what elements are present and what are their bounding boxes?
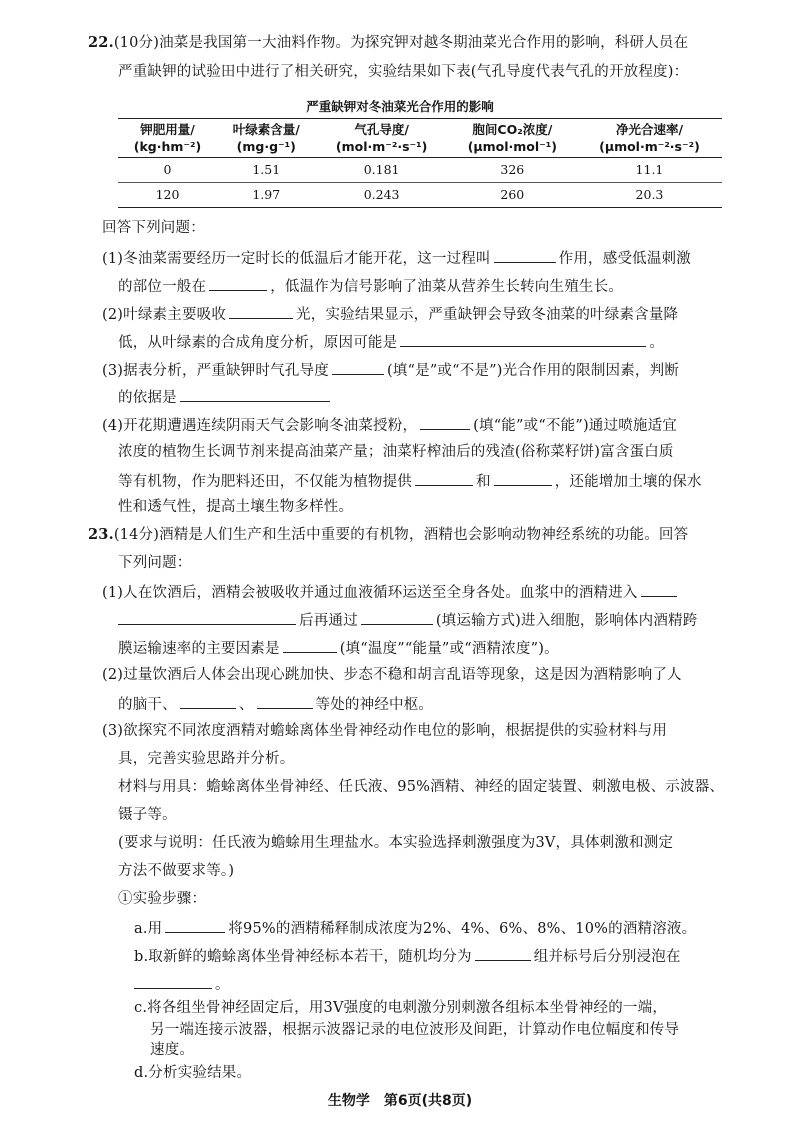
q23-requirements-line-2: 方法不做要求等。) xyxy=(118,863,235,879)
q22-part1-line-1: (1)冬油菜需要经历一定时长的低温后才能开花，这一过程叫 作用，感受低温刺激 xyxy=(102,247,691,269)
table-header-photosynthesis: 净光合速率/ (μmol·m⁻²·s⁻²) xyxy=(577,119,722,158)
table-cell: 1.51 xyxy=(252,162,281,177)
table-cell: 0.243 xyxy=(315,183,447,208)
q23-step-c-line-3: 速度。 xyxy=(150,1042,195,1058)
q22-prompt: 回答下列问题： xyxy=(102,220,205,236)
q22-part4-line-4: 性和透气性，提高土壤生物多样性。 xyxy=(118,499,354,515)
q22-part2-line-1: (2)叶绿素主要吸收 光，实验结果显示，严重缺钾会导致冬油菜的叶绿素含量降 xyxy=(102,303,678,325)
q22-intro-text: 油菜是我国第一大油料作物。为探究钾对越冬期油菜光合作用的影响，科研人员在 xyxy=(159,35,689,51)
table-header-potassium: 钾肥用量/ (kg·hm⁻²) xyxy=(118,119,217,158)
q23-part1-line-2: 后再通过 (填运输方式)进入细胞，影响体内酒精跨 xyxy=(118,609,697,631)
table-cell: 120 xyxy=(118,183,217,208)
q22-part3-line-1: (3)据表分析，严重缺钾时气孔导度 (填“是”或“不是”)光合作用的限制因素，判断 xyxy=(102,359,679,381)
q23-step-c-line-2: 另一端连接示波器，根据示波器记录的电位波形及间距，计算动作电位幅度和传导 xyxy=(150,1022,680,1038)
table-row xyxy=(118,158,722,183)
answer-blank[interactable] xyxy=(415,470,473,486)
answer-blank[interactable] xyxy=(641,581,677,597)
answer-blank[interactable] xyxy=(180,386,330,402)
table-header-co2: 胞间CO₂浓度/ (μmol·mol⁻¹) xyxy=(448,119,577,158)
table-cell: 326 xyxy=(500,162,525,177)
answer-blank[interactable] xyxy=(229,303,293,319)
table-cell: 20.3 xyxy=(577,183,722,208)
answer-blank[interactable] xyxy=(118,609,296,625)
q22-part4-line-1: (4)开花期遭遇连续阴雨天气会影响冬油菜授粉， (填“能”或“不能”)通过喷施适宜 xyxy=(102,414,677,436)
table-header-chlorophyll: 叶绿素含量/ (mg·g⁻¹) xyxy=(217,119,316,158)
q23-step-b-line-2: 。 xyxy=(134,973,230,995)
q23-step-b-line-1: b.取新鲜的蟾蜍离体坐骨神经标本若干，随机均分为 组并标号后分别浸泡在 xyxy=(134,945,681,967)
q23-materials-line-2: 镊子等。 xyxy=(118,807,177,823)
table-cell: 11.1 xyxy=(635,162,664,177)
q22-part1-line-2: 的部位一般在 ，低温作为信号影响了油菜从营养生长转向生殖生长。 xyxy=(118,275,623,297)
answer-blank[interactable] xyxy=(420,414,470,430)
q23-part2-line-2: 的脑干、 、 等处的神经中枢。 xyxy=(118,693,433,715)
answer-blank[interactable] xyxy=(134,973,212,989)
q22-part4-line-3: 等有机物，作为肥料还田，不仅能为植物提供 和 ，还能增加土壤的保水 xyxy=(118,470,702,492)
q23-step-c-line-1: c.将各组坐骨神经固定后，用3V强度的电刺激分别刺激各组标本坐骨神经的一端， xyxy=(134,1000,668,1016)
table-cell: 1.97 xyxy=(217,183,316,208)
answer-blank[interactable] xyxy=(180,693,236,709)
q23-part1-line-1: (1)人在饮酒后，酒精会被吸收并通过血液循环运送至全身各处。血浆中的酒精进入 xyxy=(102,581,680,603)
table-cell: 0.181 xyxy=(363,162,400,177)
q23-intro-text: 酒精是人们生产和生活中重要的有机物，酒精也会影响动物神经系统的功能。回答 xyxy=(159,527,689,543)
table-row xyxy=(118,183,722,208)
q23-materials-line-1: 材料与用具：蟾蜍离体坐骨神经、任氏液、95%酒精、神经的固定装置、刺激电极、示波器、 xyxy=(118,779,725,795)
table-cell: 0 xyxy=(163,162,172,177)
q23-score: (14分) xyxy=(113,527,160,543)
q22-part4-line-2: 浓度的植物生长调节剂来提高油菜产量；油菜籽榨油后的残渣(俗称菜籽饼)富含蛋白质 xyxy=(118,444,674,460)
q23-part3-line-2: 具，完善实验思路并分析。 xyxy=(118,751,295,767)
answer-blank[interactable] xyxy=(332,359,384,375)
table-cell: 260 xyxy=(448,183,577,208)
table-title: 严重缺钾对冬油菜光合作用的影响 xyxy=(306,99,494,114)
q23-part2-line-1: (2)过量饮酒后人体会出现心跳加快、步态不稳和胡言乱语等现象，这是因为酒精影响了人 xyxy=(102,667,682,683)
q22-part2-line-2: 低，从叶绿素的合成角度分析，原因可能是 。 xyxy=(118,331,664,353)
answer-blank[interactable] xyxy=(283,637,337,653)
answer-blank[interactable] xyxy=(361,609,433,625)
q23-steps-title: ①实验步骤： xyxy=(118,891,207,907)
answer-blank[interactable] xyxy=(209,275,267,291)
q23-intro-line-2: 下列问题： xyxy=(118,555,192,571)
table-header-stomatal: 气孔导度/ (mol·m⁻²·s⁻¹) xyxy=(315,119,447,158)
q22-score: (10分) xyxy=(113,35,160,51)
answer-blank[interactable] xyxy=(257,693,313,709)
q23-intro-line-1 xyxy=(88,525,688,545)
page-footer: 生物学 第6页(共8页) xyxy=(327,1093,473,1109)
q23-part1-line-3: 膜运输速率的主要因素是 (填“温度”“能量”或“酒精浓度”)。 xyxy=(118,637,559,659)
answer-blank[interactable] xyxy=(400,331,646,347)
q23-step-d: d.分析实验结果。 xyxy=(134,1065,252,1081)
q22-part3-line-2: 的依据是 xyxy=(118,386,333,408)
q22-intro-line-1 xyxy=(88,33,688,53)
q23-number: 23. xyxy=(88,526,114,543)
q23-part3-line-1: (3)欲探究不同浓度酒精对蟾蜍离体坐骨神经动作电位的影响，根据提供的实验材料与用 xyxy=(102,723,668,739)
answer-blank[interactable] xyxy=(494,470,552,486)
q23-requirements-line-1: (要求与说明：任氏液为蟾蜍用生理盐水。本实验选择刺激强度为3V，具体刺激和测定 xyxy=(118,835,674,851)
answer-blank[interactable] xyxy=(475,945,531,961)
answer-blank[interactable] xyxy=(165,917,225,933)
q22-intro-line-2: 严重缺钾的试验田中进行了相关研究，实验结果如下表(气孔导度代表气孔的开放程度)： xyxy=(118,64,689,80)
q22-number: 22. xyxy=(88,34,114,51)
q23-step-a: a.用 将95%的酒精稀释制成浓度为2%、4%、6%、8%、10%的酒精溶液。 xyxy=(134,917,696,939)
results-table xyxy=(118,118,722,208)
answer-blank[interactable] xyxy=(494,247,556,263)
